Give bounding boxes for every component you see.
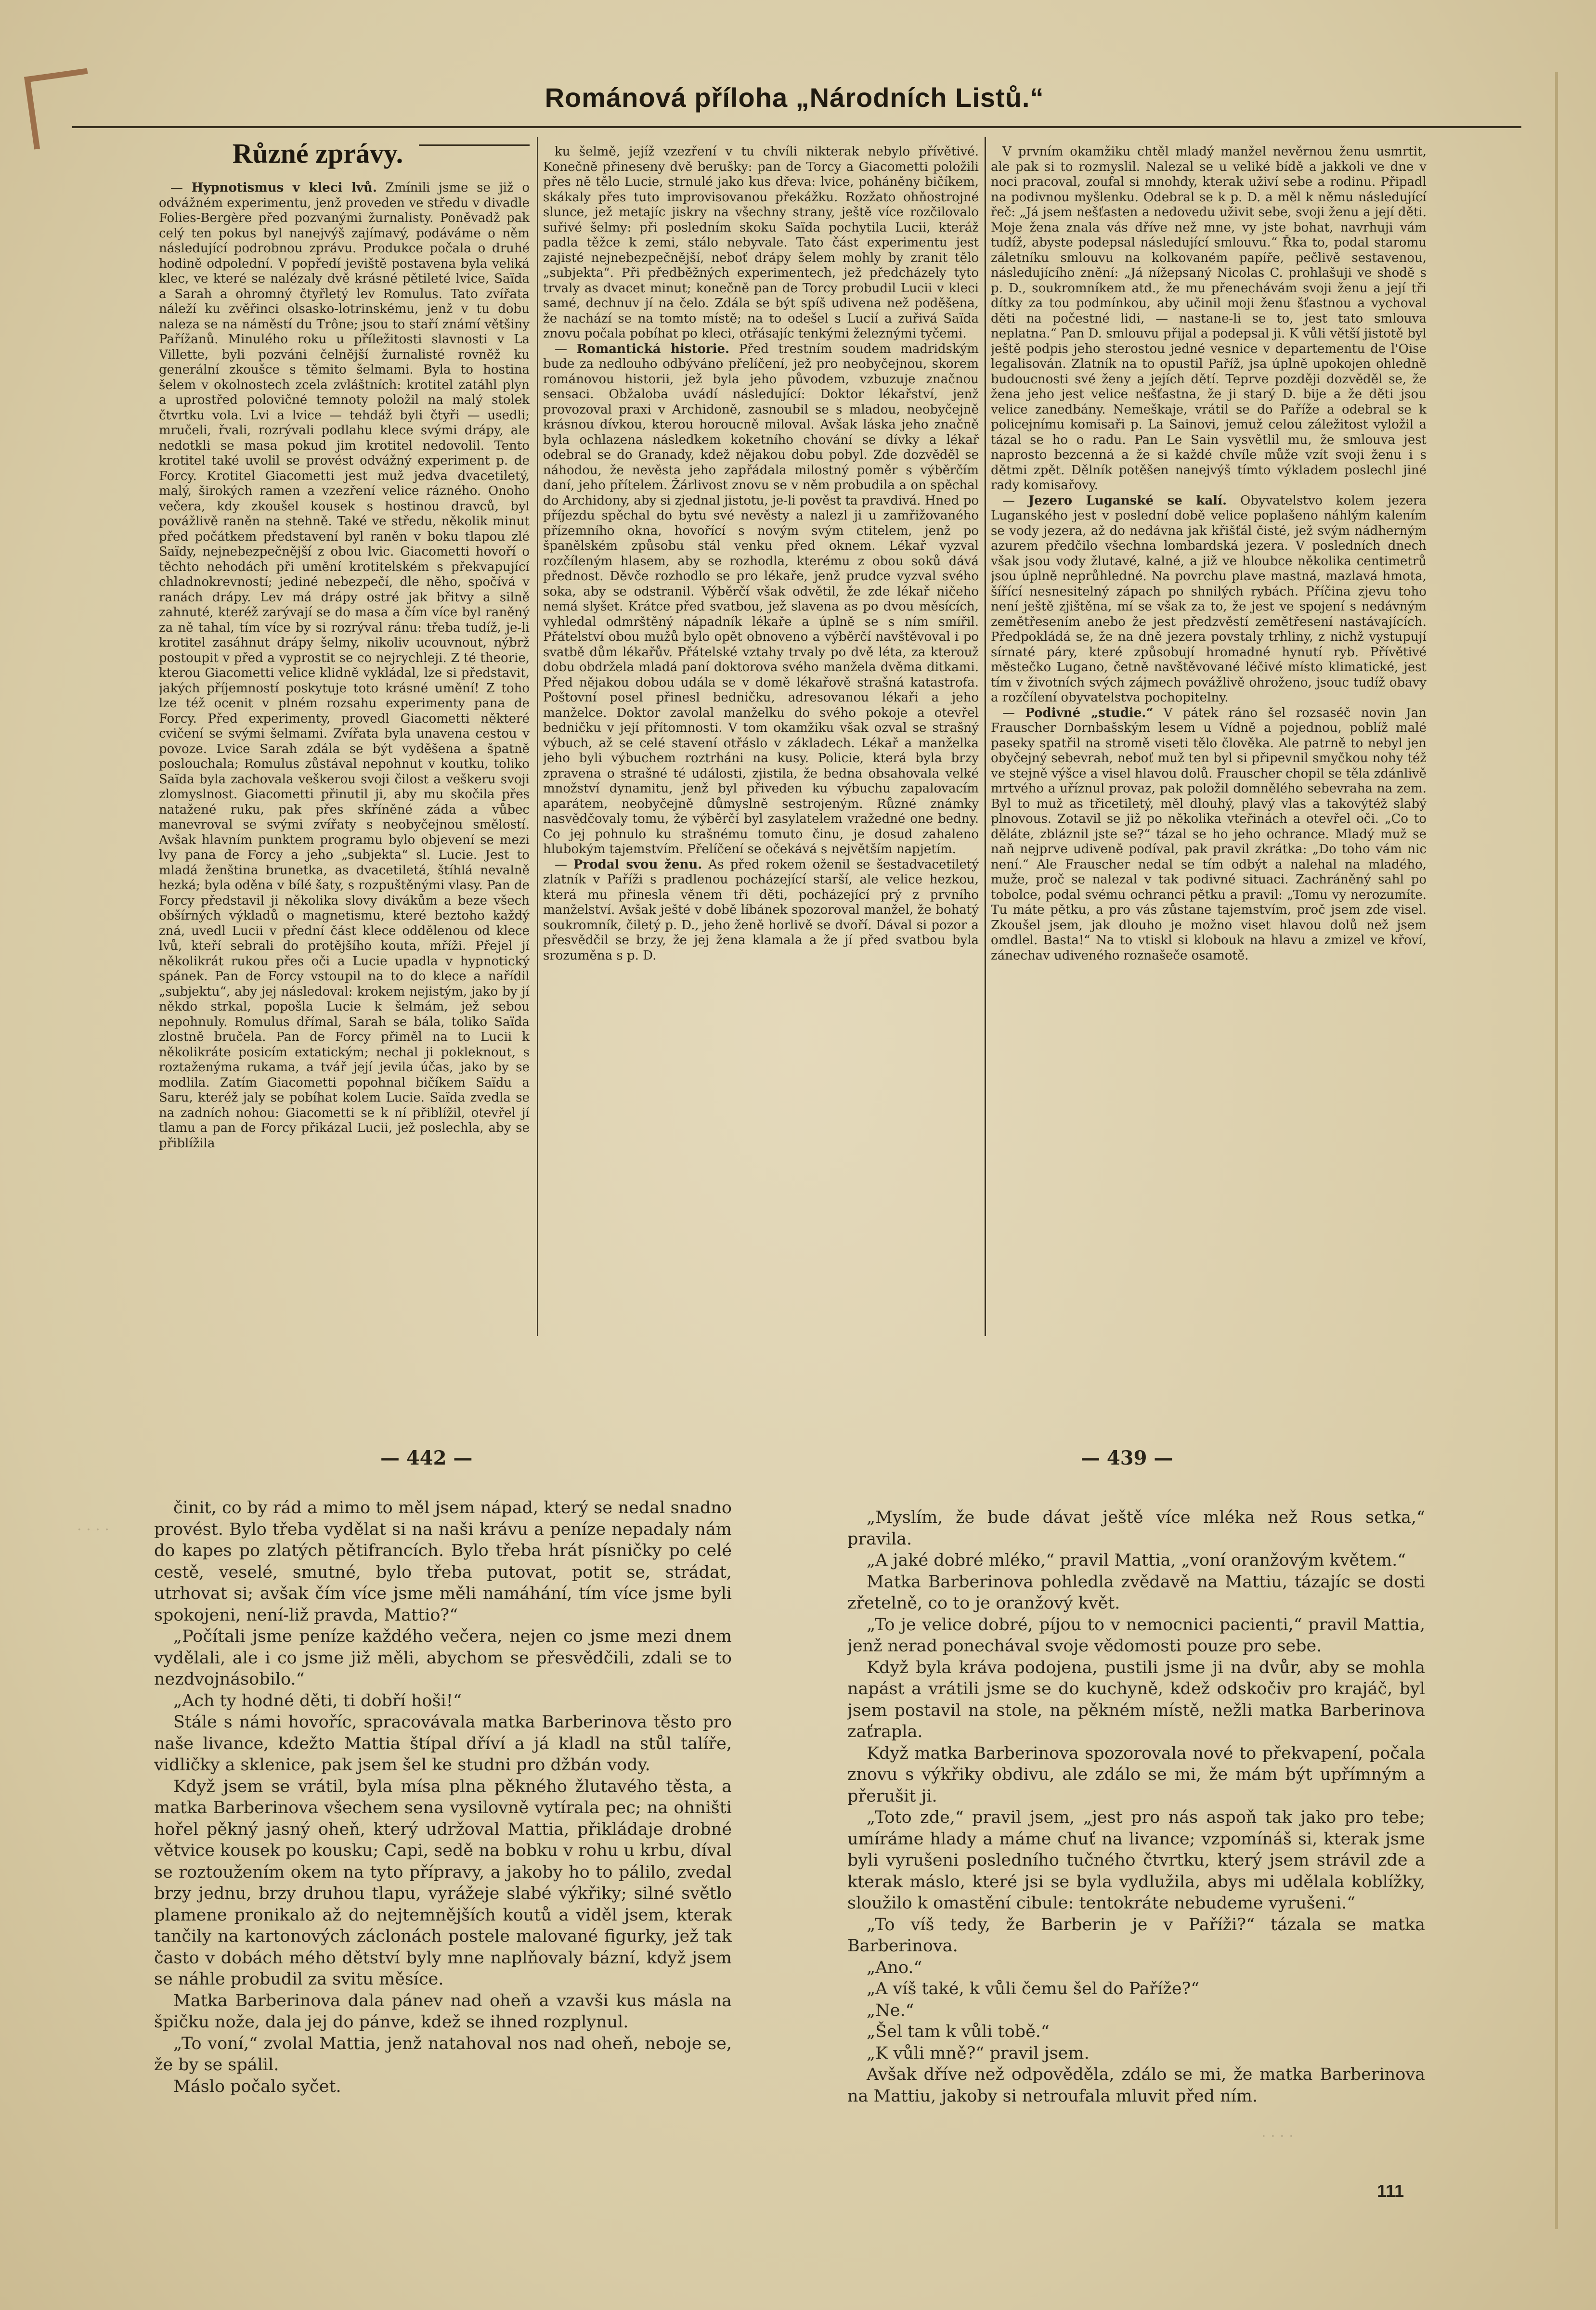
novel-paragraph: Máslo počalo syčet. (173, 2076, 341, 2096)
news-item (991, 706, 1427, 964)
novel-paragraph: činit, co by rád a mimo to měl jsem nápad, který se nedal snadno provést. Bylo třeba vydělat si na naši krávu a peníze nepadaly nám do kapes po zlatých pětifrancích. Bylo třeba hrát písničky po celé cestě, veselé, smutné, bylo třeba putovat, potit se, strádat, utrhovat si; avšak čím více jsme měli namáhání, tím více jsme byli spokojeni, není-liž pravda, Mattio?“ (154, 1498, 732, 1625)
novel-paragraph: „Toto zde,“ pravil jsem, „jest pro nás aspoň tak jako pro tebe; umíráme hlady a máme chuť na livance; vzpomínáš si, kterak jsme byli vyrušeni posledního tučného čtvrtku, který jsem strávil zde a kterak máslo, které jsi se byla vydlužila, abys mi udělala koblížky, sloužilo k omastění cibule: tentokráte nebudeme vyrušeni.“ (847, 1808, 1425, 1913)
bleed-through-left: · · · · (77, 1521, 109, 1538)
novel-paragraph: Stále s námi hovoříc, spracovávala matka Barberinova těsto pro naše livance, kdežto Mattia štípal dříví a já kladl na stůl talíře, vidličky a sklenice, pak jsem šel ke studni pro džbán vody. (154, 1713, 732, 1775)
news-item-title: Jezero Luganské se kalí. (1028, 493, 1227, 508)
news-item-dash: — (555, 857, 574, 872)
news-item-title: Prodal svou ženu. (573, 857, 702, 872)
news-column-3 (991, 144, 1427, 1331)
news-item (543, 144, 979, 342)
news-column-2 (543, 144, 979, 1331)
news-item (991, 493, 1427, 706)
left-page-number: — 442 — (380, 1447, 473, 1469)
novel-paragraph: Když matka Barberinova spozorovala nové to překvapení, počala znovu s výkřiky obdivu, ale zdálo se mi, že mám být upřímným a přerušit ji. (847, 1743, 1425, 1806)
news-item-title: Romantická historie. (576, 341, 730, 356)
news-item-body: V prvním okamžiku chtěl mladý manžel nevěrnou ženu usmrtit, ale pak si to rozmyslil. Nalezal se u veliké bídě a jakkoli ve dne v noci pracoval, zoufal si mnohdy, kterak uživí sebe a rodinu. Připadl na podivnou myšlenku. Odebral se k p. D. a měl k němu následující řeč: „Já jsem nešťasten a nedovedu uživit sebe, svoji ženu a její děti. Moje žena znala vás dříve než mne, vy jste bohat, navrhuji vám tudíž, abyste podepsal následující smlouvu.“ Řka to, podal staromu záletníku smlouvu na kolkovaném papíře, pečlivě sestavenou, následujícího znění: „Já nížepsaný Nicolas C. prohlašuji ve shodě s p. D., soukromníkem atd., že mu přenechávám svoji ženu a její tři dítky za tou podmínkou, aby učinil moji ženu šťastnou a vychoval děti na počestné lidi, — nastane-li se to, jest tato smlouva neplatna.“ Pan D. smlouvu přijal a podepsal ji. K vůli větší jistotě byl ještě podpis jeho sterostou jedné vesnice v departementu de l'Oise legalisován. Zlatník na to opustil Paříž, jsa úplně upokojen ohledně budoucnosti své ženy a jejích dětí. Teprve později dozvěděl se, že žena jeho jest velice nešťastna, že ji starý D. bije a že děti jsou velice zanedbány. Nemeškaje, vrátil se do Paříže a odebral se k policejnímu komisaři p. La Sainovi, jemuž celou záležitost vyložil a tázal se ho o radu. Pan Le Sain vysvětlil mu, že smlouva jest naprosto bezcenná a že si každé chvíle může vzít svoji ženu i s dětmi zpět. Dělník potěšen nanejvýš tímto výkladem poslechl jiné rady komisařovy. (991, 144, 1427, 493)
news-item-dash: — (1002, 493, 1028, 508)
news-item-body: V pátek ráno šel rozsaséč novin Jan Frauscher Dornbašským lesem u Vídně a pojednou, poblíž malé paseky spatřil na stromě viseti tělo člověka. Ale patrně to nebyl jen obyčejný sebevrah, neboť muž ten byl si připevnil smyčkou nohy též ve stejně výšce a visel hlavou dolů. Frauscher chopil se těla zdánlivě mrtvého a uříznul provaz, pak položil domnělého sebevraha na zem. Byl to muž as třicetiletý, měl dlouhý, plavý vlas a takovýtéž slabý plnovous. Zotavil se již po několika vteřinách a otevřel oči. „Co to děláte, zbláznil jste se?“ tázal se ho jeho ochrance. Mladý muž se naň nejprve udiveně podíval, pak pravil zkrátka: „Do toho vám nic není.“ Ale Frauscher nedal se tím odbýt a nalehal na mladého, muže, proč se nalezal v tak podivné situaci. Zachráněný sahl po tobolce, podal svému ochranci pětku a pravil: „Tomu vy nerozumíte. Tu máte pětku, a pro vás zůstane tajemstvím, proč jsem zde visel. Zkoušel jsem, jak dlouho je možno viset hlavou dolů než jsem omdlel. Basta!“ Na to vtiskl si klobouk na hlavu a zmizel ve křoví, zánechav udiveného roznašeče osamotě. (991, 705, 1427, 963)
news-item (991, 144, 1427, 493)
section-title: Různé zprávy. (232, 138, 403, 169)
news-item-dash: — (1002, 705, 1025, 720)
novel-paragraph: „Ach ty hodné děti, ti dobří hoši!“ (173, 1691, 462, 1711)
novel-paragraph: „A jaké dobré mléko,“ pravil Mattia, „voní oranžovým květem.“ (867, 1551, 1406, 1570)
news-column-1 (159, 181, 530, 1331)
novel-paragraph: „To voní,“ zvolal Mattia, jenž natahoval nos nad oheň, neboje se, že by se spálil. (154, 2034, 732, 2075)
page-right-edge (1555, 72, 1558, 2229)
novel-paragraph: Avšak dříve než odpověděla, zdálo se mi, že matka Barberinova na Mattiu, jakoby si netroufala mluvit před ním. (847, 2065, 1425, 2106)
bleed-through-right: · · · · (1261, 2128, 1294, 2145)
news-item (159, 181, 530, 1151)
column-divider-1 (537, 137, 538, 1336)
novel-paragraph: „Ne.“ (867, 2000, 914, 2020)
news-item-body: As před rokem oženil se šestadvacetiletý zlatník v Paříži s pradlenou pocházející starší, ale velice hezkou, která mu přinesla věnem tři děti, pocházející prý z prvního manželství. Avšak ješté v době líbánek spozoroval manžel, že bohatý soukromník, čiletý p. D., jeho ženě horlivě se dvoří. Dával si pozor a přesvědčil se brzy, že jej žena klamala a že jí před svatbou byla srozuměna s p. D. (543, 857, 979, 963)
news-item-body: Obyvatelstvo kolem jezera Luganského jest v poslední době velice poplašeno náhlým kalením se vody jezera, až do nedávna jak křišťál čisté, jež svým nádherným azurem předčilo všechna lombardská jezera. V posledních dnech však jsou vody žlutavé, kalné, a již ve hloubce několika centimetrů jsou úplně neprůhledné. Na povrchu plave mastná, mazlavá hmota, šířící nesnesitelný zápach po shnilých rybách. Příčina zjevu toho není ještě zjištěna, mí se však za to, že jest ve spojení s nedávným zemětřesením anebo že jest předzvěstí zemětřesení nastávajících. Předpokládá se, že na dně jezera povstaly trhliny, z nichž vystupují sírnaté páry, které způsobují hromadné hynutí ryb. Přívětivé městečko Lugano, četně navštěvované léčivé místo klimatické, jest tím v životních svých zájmech povážlivě ohroženo, jsouc tudíž obavy a rozčílení obyvatelstva pochopitelny. (991, 493, 1427, 705)
section-title-rule (419, 144, 530, 146)
news-item-dash: — (170, 181, 192, 195)
novel-paragraph: Matka Barberinova pohledla zvědavě na Mattiu, tázajíc se dosti zřetelně, co to je oranžový květ. (847, 1572, 1425, 1613)
paper-corner-stain (24, 68, 97, 150)
novel-paragraph: „A víš také, k vůli čemu šel do Paříže?“ (867, 1979, 1200, 1999)
news-item (543, 857, 979, 964)
novel-paragraph: „Myslím, že bude dávat ještě více mléka než Rous setka,“ pravila. (847, 1508, 1425, 1549)
novel-paragraph: Když jsem se vrátil, byla mísa plna pěkného žlutavého těsta, a matka Barberinova všechem sena vysilovně vytírala pec; na ohništi hořel pěkný jasný oheň, který udržoval Mattia, přikládaje drobné větvice kousek po kousku; Capi, sedě na bobku v rohu u krbu, díval se roztoužením okem na tyto přípravy, a jakoby ho to pálilo, zvedal brzy jednu, brzy druhou tlapu, vyrážeje slabé výkřiky; silné světlo plamene pronikalo až do nejtemnějších koutů a viděl jsem, kterak tančily na kartonových záclonách postele malované figurky, jež tak často v dobách mého dětství byly mne naplňovaly bázní, když jsem se náhle probudil za svitu měsíce. (154, 1777, 732, 1989)
novel-paragraph: „Šel tam k vůli tobě.“ (867, 2022, 1050, 2041)
novel-right-page (847, 1507, 1425, 2181)
masthead: Románová příloha „Národních Listů.“ (545, 82, 1044, 113)
novel-paragraph: Matka Barberinova dala pánev nad oheň a vzavši kus másla na špičku nože, dala jej do pánve, kdež se ihned rozplynul. (154, 1991, 732, 2032)
novel-paragraph: Když byla kráva podojena, pustili jsme ji na dvůr, aby se mohla napást a vrátili jsme se do kuchyně, kdež odskočiv pro krajáč, byl jsem postavil na stole, na pěkném místě, nežli matka Barberinova zaťrapla. (847, 1658, 1425, 1741)
sheet-number: 111 (1377, 2181, 1404, 2201)
news-item-title: Hypnotismus v kleci lvů. (191, 181, 377, 195)
novel-paragraph: „To je velice dobré, píjou to v nemocnici pacienti,“ pravil Mattia, jenž nerad ponechával svoje vědomosti pouze pro sebe. (847, 1615, 1425, 1656)
news-item-body: Zmínili jsme se již o odvážném experimentu, jenž proveden ve středu v divadle Folies-Bergère před pozvanými žurnalisty. Poněvadž pak celý ten pokus byl nanejvýš zajímavý, podáváme o něm následující podrobnou zprávu. Produkce počala o druhé hodině odpolední. V popředí jeviště postavena byla veliká klec, ve které se nalézaly dvě krásné pětileté lvice, Saïda a Sarah a ohromný čtyřletý lev Romulus. Tato zvířata náleží ku zvěřinci olsasko-lotrinskému, jenž v tu dobu naleza se na náměstí du Trône; jsou to staří známí většiny Pařížanů. Minulého roku u příležitosti slavnosti v La Villette, byli pozváni čelnější žurnalisté rovněž ku generální zkoušce s těmito šelmami. Byla to hostina šelem v okolnostech zcela zvláštních: krotitel zatáhl plyn a uprostřed polovičné temnoty položil na malý stolek čtvrtku vola. Lvi a lvice — tehdáž byli čtyři — usedli; mručeli, řvali, rozrývali podlahu klece svými drápy, ale nedotkli se masa pokud jim krotitel nedovolil. Tento krotitel také uvolil se provést odvážný experiment p. de Forcy. Krotitel Giacometti jest muž jedva dvacetiletý, malý, širokých ramen a vzezření velice rázného. Onoho večera, kdy zkoušel kousek s hostinou dravců, byl povážlivě raněn na stehně. Také ve středu, několik minut před počátkem představení byl raněn v boku tlapou zlé Saïdy, nejnebezpečnější z obou lvic. Giacometti hovoří o těchto nehodách při umění krotitelském s překvapující chladnokrevností; jediné nebezpečí, dle něho, spočívá v ranách drápy. Lev má drápy ostré jak břitvy a silně zahnuté, kteréž zarývají se do masa a čím více byl raněný za ně tahal, tím více by si rozrýval ránu: třeba tudíž, je-li krotitel zasáhnut drápy šelmy, nikoliv ucouvnout, nýbrž postoupit v před a vyprostit se co nejrychleji. Z té theorie, kterou Giacometti velice klidně vykládal, lze si představit, jakých příjemností poskytuje toto krásné umění! Z toho lze též ocenit v plném rozsahu experimenty pana de Forcy. Před experimenty, provedl Giacometti některé cvičení se svými šelmami. Zvířata byla unavena cestou v povoze. Lvice Sarah zdála se být vyděšena a špatně poslouchala; Romulus zůstával nepohnut v koutku, toliko Saïda byla zachovala veškerou svoji čilost a veškeru svoji zlomyslnost. Giacometti přinutil ji, aby mu skočila přes natažené ruku, pak přes skříněné záda a vůbec manevroval se svými zvířaty s neobyčejnou smělostí. Avšak hlavním punktem programu bylo objevení se mezi lvy pana de Forcy a jeho „subjekta“ sl. Lucie. Jest to mladá ženština brunetka, as dvacetiletá, štíhlá nevalně hezká; byla oděna v bílé šaty, s rozpuštěnými vlasy. Pan de Forcy představil ji několika slovy divákům a beze všech obšírných výkladů o magnetismu, které beztoho každý zná, uvedl Lucii v přední část klece oddělenou od klece lvů, kteří sebrali do protějšího kouta, mříži. Přejel jí několikrát rukou přes oči a Lucie upadla v hypnotický spánek. Pan de Forcy vstoupil na to do klece a nařídil „subjektu“, aby jej následoval: krokem nejistým, jako by jí někdo strkal, popošla Lucie k šelmám, jež sebou nepohnuly. Romulus dřímal, Sarah se bála, toliko Saïda zlostně bručela. Pan de Forcy přiměl na to Lucii k několikráte posicím extatickým; nechal ji pokleknout, s roztaženýma rukama, a tvář její jevila účas, jako by se modlila. Zatím Giacometti popohnal bičíkem Saïdu a Saru, kteréž jaly se pobíhat kolem Lucie. Saïda zvedla se na zadních nohou: Giacometti se k ní přiblížil, otevřel jí tlamu a pan de Forcy přikázal Lucii, jež poslechla, aby se přiblížila (159, 181, 530, 1151)
news-item-body: ku šelmě, jejíž vzezření v tu chvíli nikterak nebylo přívětivé. Konečně přineseny dvě berušky: pan de Torcy a Giacometti položili přes ně tělo Lucie, strnulé jako kus dřeva: lvice, poháněny bičíkem, skákaly přes tuto improvisovanou překážku. Rozžato ohňostrojné slunce, jež metajíc jiskry na všechny strany, ještě více rozčilovalo suřivé šelmy: při posledním skoku Saïda pochytila Lucii, kteráž padla těžce k zemi, stálo nebyvale. Tato část experimentu jest zajisté nejnebezpečnější, neboť drápy šelem mohly by zranit tělo „subjekta“. Při předběžných experimentech, jež předcházely tyto trvaly as dvacet minut; konečně pan de Torcy probudil Lucii v kleci samé, dechnuv jí na čelo. Zdála se být spíš udivena než poděšena, že nachází se na tomto místě; na to odešel s Lucií a zuřivá Saïda znovu počala pobíhat po kleci, otřásajíc tenkými železnými tyčemi. (543, 144, 979, 341)
right-page-number: — 439 — (1081, 1447, 1173, 1469)
news-item (543, 342, 979, 857)
novel-paragraph: „Počítali jsme peníze každého večera, nejen co jsme mezi dnem vydělali, ale i co jsme již měli, abychom se přesvědčili, zdali se to nezdvojnásobilo.“ (154, 1627, 732, 1689)
novel-paragraph: „K vůli mně?“ pravil jsem. (867, 2043, 1090, 2063)
news-item-title: Podivné „studie.“ (1025, 705, 1154, 720)
news-item-body: Před trestním soudem madridským bude za nedlouho odbýváno přelíčení, jež pro neobyčejnou, skorem románovou historii, jež byla jeho původem, vzbuzuje značnou sensaci. Obžaloba uvádí následující: Doktor lékařství, jenž provozoval praxi v Archidoně, zasnoubil se s mladou, neobyčejně krásnou dívkou, kterou horoucně miloval. Avšak láska jeho značně byla ochlazena následkem koketního chování se dívky a lékař odebral se do Granady, kdež nějakou dobu pobyl. Zde dozvěděl se náhodou, že nevěsta jeho zapřádala milostný poměr s výběrčím daní, jeho přítelem. Žárlivost znovu se v něm probudila a on spěchal do Archidony, aby si zjednal jistotu, je-li pověst ta pravdivá. Hned po příjezdu spěchal do bytu své nevěsty a nalezl ji u zamřižovaného přízemního okna, hovořící s novým svým ctitelem, jenž po španělském způsobu stál venku před oknem. Lékař vyzval rozčíleným hlasem, aby se rozhodla, kterému z obou soků dává přednost. Děvče rozhodlo se pro lékaře, jenž prudce vyzval svého soka, aby se odstranil. Výběrčí však odvětil, že zde lékař ničeho nemá slyšet. Krátce před svatbou, jež slavena as po dvou měsících, vyhledal odmrštěný nápadník lékaře a úplně se s ním smířil. Přátelství obou mužů bylo opět obnoveno a výběrčí navštěvoval i po svatbě dům lékařův. Přátelské vztahy trvaly po dvě léta, za kterouž dobu obdržela mladá paní doktorova svého manžela dvěma ditkami. Před nějakou dobou udála se v domě lékařově strašná katastrofa. Poštovní posel přinesl bedničku, adresovanou lékaři a jeho manželce. Doktor zavolal manželku do svého pokoje a otevřel bedničku v její přítomnosti. V tom okamžiku však ozval se strašný výbuch, až se celé stavení otřáslo v základech. Lékař a manželka jeho byli výbuchem roztrháni na kusy. Policie, která byla brzy zpravena o strašné té události, zjistila, že bedna obsahovala velké množství dynamitu, jenž byl přiveden ku výbuchu zapalovacím aparátem, neobyčejně důmyslně sestrojeným. Různé známky nasvědčovaly tomu, že výběrčí byl zasylatelem vražedné one bedny. Co jej pohnulo ku strašnému tomuto činu, je dosud zahaleno hlubokým tajemstvím. Přelíčení se očekává s největším napjetím. (543, 341, 979, 857)
novel-left-page (154, 1497, 732, 2162)
novel-paragraph: „Ano.“ (867, 1958, 922, 1977)
column-divider-2 (985, 137, 986, 1336)
masthead-rule (72, 126, 1521, 128)
novel-paragraph: „To víš tedy, že Barberin je v Paříži?“ tázala se matka Barberinova. (847, 1915, 1425, 1956)
news-item-dash: — (555, 341, 577, 356)
